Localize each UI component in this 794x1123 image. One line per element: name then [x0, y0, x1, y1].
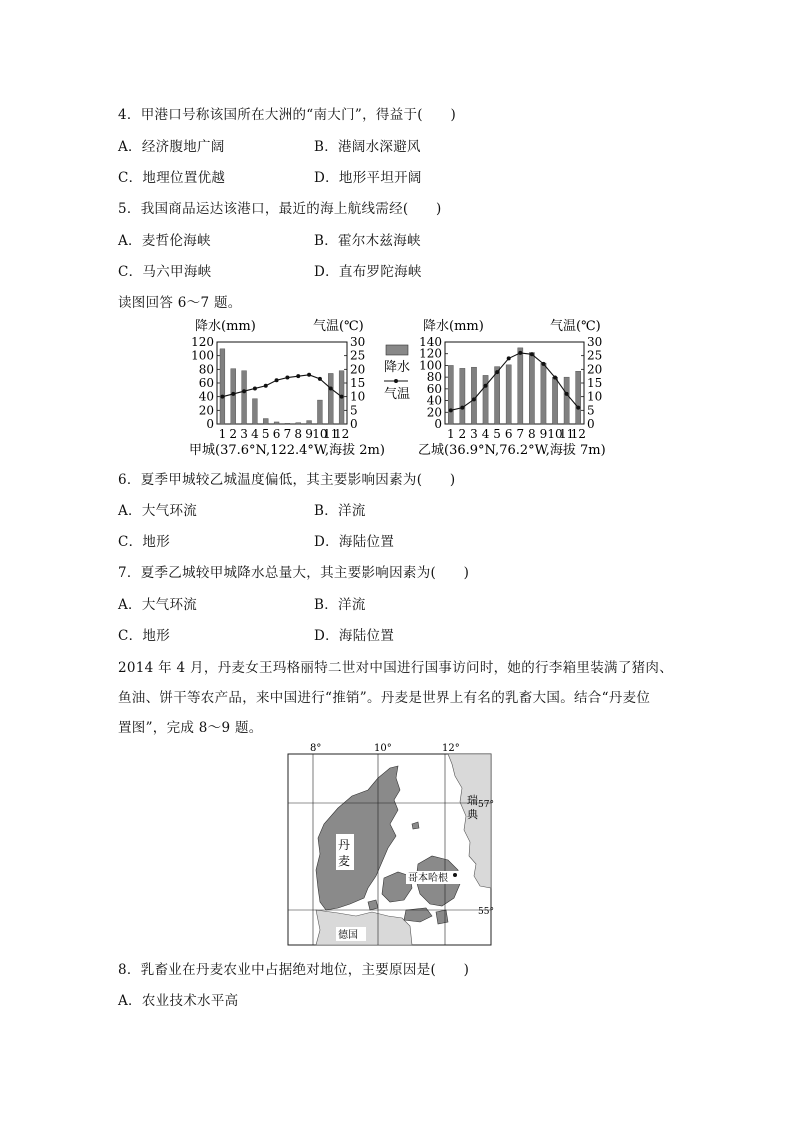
- precip-tick-label-0-3: 60: [198, 376, 214, 390]
- precip-bar-1-10: [552, 377, 557, 424]
- precip-bar-1-5: [495, 367, 500, 424]
- month-label-1-2: 2: [458, 427, 467, 441]
- lat-label-57: 57°: [478, 800, 494, 810]
- precip-tick-label-0-2: 80: [198, 362, 214, 377]
- q6-stem: 6．夏季甲城较乙城温度偏低，其主要影响因素为( ): [118, 472, 456, 488]
- temp-point-1-11: [565, 392, 569, 396]
- month-label-0-6: 6: [272, 427, 281, 441]
- q6-option-a: A．大气环流: [118, 503, 198, 519]
- month-label-1-8: 8: [528, 427, 536, 441]
- precip-bar-1-11: [564, 377, 569, 424]
- legend-precip-swatch: [386, 345, 408, 355]
- q5-option-c: C．马六甲海峡: [118, 264, 212, 280]
- q7-option-a: A．大气环流: [118, 597, 198, 613]
- intro-8-9-line1: 2014 年 4 月，丹麦女王玛格丽特二世对中国进行国事访问时，她的行李箱里装满了猪肉、: [118, 660, 674, 676]
- precip-tick-label-1-1: 120: [419, 346, 442, 361]
- precip-tick-label-1-7: 0: [434, 417, 442, 431]
- temp-point-0-9: [307, 373, 311, 377]
- temp-point-1-8: [530, 352, 534, 356]
- precip-bar-0-3: [242, 371, 247, 424]
- temp-point-0-11: [329, 386, 333, 390]
- month-label-0-8: 8: [294, 427, 303, 441]
- temp-point-1-4: [484, 384, 488, 388]
- plot-frame-1: [445, 342, 584, 424]
- precip-bar-0-2: [231, 369, 236, 424]
- denmark-label-2: 麦: [338, 854, 351, 868]
- temp-point-1-2: [460, 406, 464, 410]
- precip-bar-0-8: [296, 423, 301, 424]
- falster-land: [436, 910, 448, 924]
- precip-bar-0-10: [317, 400, 322, 424]
- month-label-0-11: 11: [323, 427, 339, 441]
- temp-tick-label-1-4: 10: [587, 389, 603, 404]
- intro-6-7: 读图回答 6～7 题。: [118, 295, 242, 311]
- q5-option-a: A．麦哲伦海峡: [118, 233, 211, 249]
- q7-stem: 7．夏季乙城较甲城降水总量大，其主要影响因素为( ): [118, 565, 470, 581]
- temp-line-0: [222, 375, 341, 397]
- precip-axis-title-0: 降水(mm): [195, 319, 256, 334]
- temp-tick-label-1-1: 25: [587, 348, 603, 363]
- temp-tick-label-1-2: 20: [587, 362, 603, 377]
- germany-label: 德国: [338, 930, 358, 941]
- q7-option-b: B．洋流: [314, 597, 366, 613]
- precip-bar-1-6: [506, 365, 511, 424]
- precip-tick-label-0-1: 100: [191, 348, 214, 363]
- copenhagen-label: 哥本哈根: [408, 873, 448, 884]
- chart-caption-0: 甲城(37.6°N,122.4°W,海拔 2m): [189, 443, 385, 458]
- temp-point-0-4: [253, 386, 257, 390]
- month-label-0-5: 5: [261, 427, 270, 441]
- temp-point-0-12: [340, 395, 344, 399]
- temp-tick-label-0-2: 20: [350, 362, 366, 377]
- q4-option-c: C．地理位置优越: [118, 170, 226, 186]
- temp-point-0-10: [318, 377, 322, 381]
- temp-line-1: [451, 353, 578, 410]
- temp-axis-title-1: 气温(℃): [550, 319, 601, 334]
- precip-bar-1-9: [541, 363, 546, 424]
- temp-tick-label-1-6: 0: [587, 417, 595, 431]
- precip-bar-1-3: [471, 367, 476, 424]
- temp-tick-label-0-6: 0: [350, 417, 358, 431]
- copenhagen-dot: [453, 873, 457, 877]
- intro-8-9-line2: 鱼油、饼干等农产品，来中国进行“推销”。丹麦是世界上有名的乳畜大国。结合“丹麦位: [118, 690, 651, 706]
- lat-label-55: 55°: [478, 907, 494, 917]
- precip-tick-label-1-5: 40: [426, 393, 442, 408]
- month-label-1-11: 11: [558, 427, 575, 441]
- precip-tick-label-1-0: 140: [419, 335, 442, 349]
- temp-point-0-2: [231, 392, 235, 396]
- temp-point-1-3: [472, 397, 476, 401]
- precip-tick-label-0-6: 0: [206, 417, 214, 431]
- denmark-map: [280, 738, 500, 950]
- precip-tick-label-1-2: 100: [419, 358, 442, 373]
- q4-option-a: A．经济腹地广阔: [118, 139, 225, 155]
- precip-bar-0-7: [285, 423, 290, 424]
- temp-point-1-12: [576, 406, 580, 410]
- temp-point-0-3: [242, 389, 246, 393]
- month-label-0-4: 4: [251, 427, 259, 441]
- month-label-1-1: 1: [446, 427, 455, 441]
- q7-option-d: D．海陆位置: [314, 628, 395, 644]
- temp-point-1-5: [495, 370, 499, 374]
- q6-option-c: C．地形: [118, 534, 171, 550]
- q8-option-a: A．农业技术水平高: [118, 993, 239, 1009]
- temp-point-1-6: [507, 356, 511, 360]
- chart-city-yi: [418, 318, 606, 458]
- precip-bar-0-1: [220, 349, 225, 424]
- month-label-0-2: 2: [229, 427, 238, 441]
- month-label-0-10: 10: [312, 427, 328, 441]
- lon-label-10: 10°: [374, 743, 392, 754]
- q4-option-d: D．地形平坦开阔: [314, 170, 422, 186]
- temp-tick-label-0-0: 30: [350, 335, 366, 349]
- temp-tick-label-0-1: 25: [350, 348, 366, 363]
- denmark-label-1: 丹: [338, 838, 351, 852]
- sweden-label-1: 瑞: [467, 794, 478, 807]
- month-label-0-3: 3: [240, 427, 248, 441]
- plot-frame-0: [217, 342, 347, 424]
- precip-tick-label-1-3: 80: [426, 370, 442, 385]
- temp-point-0-1: [220, 395, 224, 399]
- precip-tick-label-0-4: 40: [198, 389, 214, 404]
- temp-point-0-8: [296, 374, 300, 378]
- precip-bar-1-7: [518, 348, 523, 424]
- month-label-0-7: 7: [283, 427, 292, 441]
- precip-bar-1-1: [448, 365, 453, 424]
- precip-tick-label-1-6: 20: [426, 405, 442, 420]
- temp-axis-title-0: 气温(℃): [313, 319, 364, 334]
- q4-stem: 4．甲港口号称该国所在大洲的“南大门”，得益于( ): [118, 107, 457, 123]
- temp-point-0-7: [285, 376, 289, 380]
- q7-option-c: C．地形: [118, 628, 171, 644]
- month-label-1-5: 5: [493, 427, 501, 441]
- temp-tick-label-1-0: 30: [587, 335, 603, 349]
- intro-8-9-line3: 置图”，完成 8～9 题。: [118, 720, 263, 736]
- precip-bar-1-12: [576, 371, 581, 424]
- temp-tick-label-0-3: 15: [350, 376, 366, 390]
- temp-tick-label-1-3: 15: [587, 376, 603, 390]
- precip-bar-0-5: [263, 419, 268, 424]
- legend-temp-label: 气温: [384, 387, 411, 402]
- month-label-0-12: 12: [333, 427, 350, 441]
- lon-label-12: 12°: [442, 743, 460, 754]
- month-label-0-1: 1: [218, 427, 227, 441]
- precip-axis-title-1: 降水(mm): [423, 319, 484, 334]
- precip-bar-1-4: [483, 375, 488, 424]
- q4-option-b: B．港阔水深避风: [314, 139, 421, 155]
- month-label-1-4: 4: [481, 427, 490, 441]
- temp-tick-label-0-4: 10: [350, 389, 366, 404]
- q5-option-b: B．霍尔木兹海峡: [314, 233, 421, 249]
- precip-tick-label-1-4: 60: [426, 381, 442, 396]
- q5-option-d: D．直布罗陀海峡: [314, 264, 422, 280]
- legend-precip-label: 降水: [384, 360, 411, 375]
- climate-charts: [180, 312, 620, 462]
- temp-tick-label-0-5: 5: [350, 403, 358, 418]
- month-label-1-12: 12: [570, 427, 586, 441]
- q6-option-b: B．洋流: [314, 503, 366, 519]
- temp-point-1-10: [553, 376, 557, 380]
- chart-caption-1: 乙城(36.9°N,76.2°W,海拔 7m): [418, 443, 606, 458]
- month-label-1-3: 3: [470, 427, 478, 441]
- sweden-label-2: 典: [467, 808, 478, 821]
- month-label-1-6: 6: [504, 427, 513, 441]
- precip-tick-label-0-5: 20: [198, 403, 214, 418]
- temp-point-1-1: [449, 408, 453, 412]
- precip-bar-0-9: [307, 421, 312, 424]
- precip-tick-label-0-0: 120: [191, 335, 214, 349]
- precip-bar-1-8: [529, 353, 534, 424]
- precip-bar-0-6: [274, 422, 279, 424]
- temp-point-1-7: [518, 351, 522, 355]
- q6-option-d: D．海陆位置: [314, 534, 395, 550]
- month-label-1-10: 10: [547, 427, 563, 441]
- temp-point-0-5: [264, 384, 268, 388]
- legend-temp-dot: [394, 379, 398, 383]
- temp-point-1-9: [541, 362, 545, 366]
- precip-bar-0-11: [328, 373, 333, 424]
- lon-label-8: 8°: [310, 743, 322, 754]
- month-label-0-9: 9: [305, 427, 313, 441]
- temp-point-0-6: [275, 378, 279, 382]
- chart-city-jia: [189, 318, 385, 458]
- precip-bar-0-4: [252, 399, 257, 424]
- precip-bar-1-2: [460, 368, 465, 424]
- temp-tick-label-1-5: 5: [587, 403, 595, 418]
- month-label-1-7: 7: [516, 427, 525, 441]
- q5-stem: 5．我国商品运达该港口，最近的海上航线需经( ): [118, 201, 442, 217]
- chart-legend: [384, 345, 410, 402]
- als-land: [368, 900, 378, 910]
- month-label-1-9: 9: [539, 427, 548, 441]
- q8-stem: 8．乳畜业在丹麦农业中占据绝对地位，主要原因是( ): [118, 962, 470, 978]
